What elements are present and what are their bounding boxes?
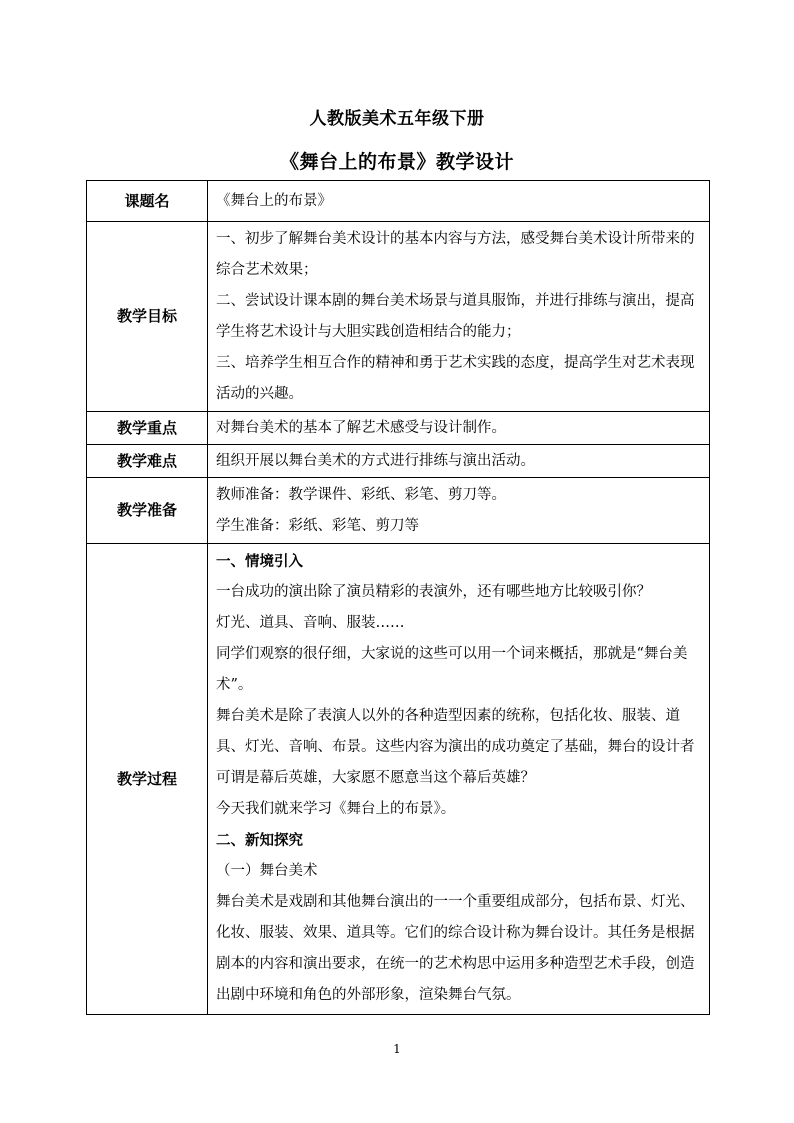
process-content: [208, 544, 710, 1015]
teacher-preparation: 教师准备：教学课件、彩纸、彩笔、剪刀等。: [216, 486, 506, 503]
goal-item: 一、初步了解舞台美术设计的基本内容与方法，感受舞台美术设计所带来的综合艺术效果；: [216, 230, 695, 278]
key-point-value: 对舞台美术的基本了解艺术感受与设计制作。: [208, 412, 710, 445]
difficulty-label: 教学难点: [87, 445, 208, 478]
subsection-heading: （一）舞台美术: [216, 863, 318, 879]
table-row-key-point: [87, 412, 710, 445]
table-row-difficulty: [87, 445, 710, 478]
paragraph: 舞台美术是除了表演人以外的各种造型因素的统称，包括化妆、服装、道具、灯光、音响、布景。这些内容为演出的成功奠定了基础，舞台的设计者可谓是幕后英雄，大家愿不愿意当这个幕后英雄？: [216, 708, 695, 786]
table-row-goals: [87, 222, 710, 412]
lesson-plan-table: [86, 180, 710, 1015]
table-row-topic: [87, 181, 710, 222]
paragraph: 一台成功的演出除了演员精彩的表演外，还有哪些地方比较吸引你？: [216, 584, 651, 600]
goal-item: 三、培养学生相互合作的精神和勇于艺术实践的态度，提高学生对艺术表现活动的兴趣。: [216, 354, 695, 402]
document-subtitle: 《舞台上的布景》教学设计: [279, 151, 514, 173]
document-title: 人教版美术五年级下册: [309, 109, 485, 129]
section-heading: 二、新知探究: [216, 832, 303, 849]
section-heading: 一、情境引入: [216, 553, 303, 570]
topic-value: 《舞台上的布景》: [208, 181, 710, 222]
student-preparation: 学生准备：彩纸、彩笔、剪刀等: [216, 517, 419, 534]
goals-content: [208, 222, 710, 412]
goal-item: 二、尝试设计课本剧的舞台美术场景与道具服饰，并进行排练与演出，提高学生将艺术设计与大胆实践创造相结合的能力；: [216, 292, 695, 340]
paragraph: 舞台美术是戏剧和其他舞台演出的一一个重要组成部分，包括布景、灯光、化妆、服装、效果、道具等。它们的综合设计称为舞台设计。其任务是根据剧本的内容和演出要求，在统一的艺术构思中运用多种造型艺术手段，创造出剧中环境和角色的外部形象，渲染舞台气氛。: [216, 894, 695, 1003]
difficulty-value: 组织开展以舞台美术的方式进行排练与演出活动。: [208, 445, 710, 478]
table-row-preparation: [87, 478, 710, 544]
page-number: 1: [393, 1042, 401, 1056]
paragraph: 灯光、道具、音响、服装……: [216, 615, 405, 631]
preparation-content: [208, 478, 710, 544]
preparation-label: 教学准备: [87, 478, 208, 544]
process-label: 教学过程: [87, 544, 208, 1015]
goals-label: 教学目标: [87, 222, 208, 412]
table-row-process: [87, 544, 710, 1015]
key-point-label: 教学重点: [87, 412, 208, 445]
paragraph: 同学们观察的很仔细，大家说的这些可以用一个词来概括，那就是“舞台美术”。: [216, 646, 688, 693]
topic-label: 课题名: [87, 181, 208, 222]
paragraph: 今天我们就来学习《舞台上的布景》。: [216, 801, 456, 817]
